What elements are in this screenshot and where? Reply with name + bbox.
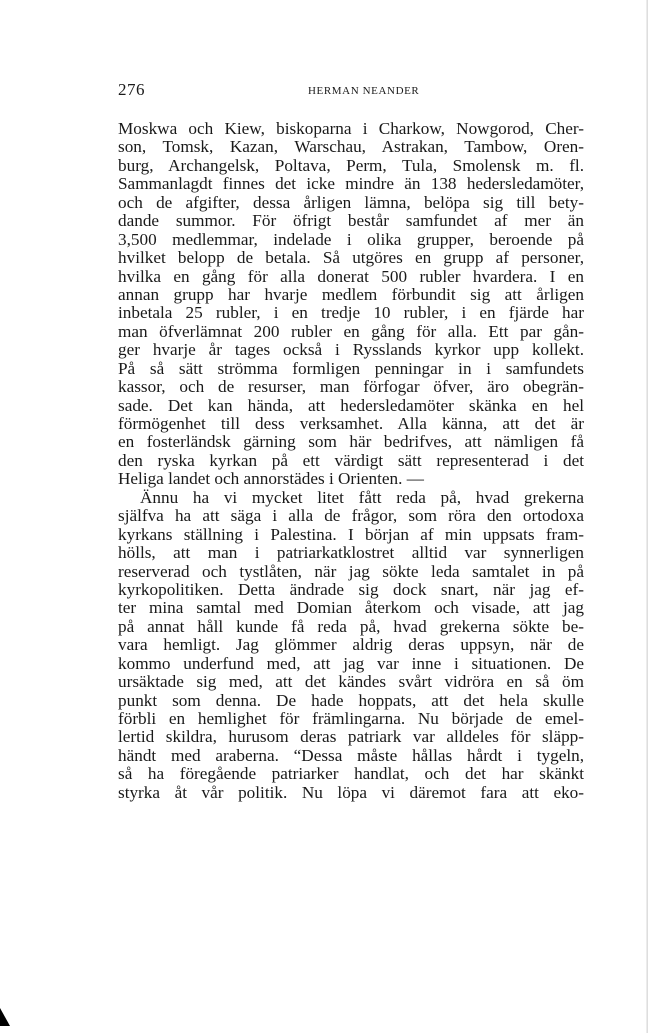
text-line: annan grupp har hvarje medlem förbundit sig att årligen <box>118 284 584 304</box>
text-line: på annat håll kunde få reda på, hvad grekerna sökte be- <box>118 616 584 636</box>
running-head: HERMAN NEANDER <box>308 85 420 97</box>
text-line: reserverad och tystlåten, när jag sökte leda samtalet in på <box>118 561 584 581</box>
text-line: 3,500 medlemmar, indelade i olika grupper, beroende på <box>118 229 584 249</box>
text-line: kommo underfund med, att jag var inne i situationen. De <box>118 653 584 673</box>
text-line: och de afgifter, dessa årligen lämna, belöpa sig till bety- <box>118 192 584 212</box>
page-header <box>118 80 584 104</box>
text-line: själfva ha att säga i alla de frågor, som röra den ortodoxa <box>118 506 584 526</box>
body-text <box>118 120 584 802</box>
text-line: styrka åt vår politik. Nu löpa vi däremot fara att eko- <box>118 782 584 802</box>
text-line: Sammanlagdt finnes det icke mindre än 138 hedersledamöter, <box>118 174 584 194</box>
text-line: sade. Det kan hända, att hedersledamöter skänka en hel <box>118 395 584 415</box>
text-line: kyrkopolitiken. Detta ändrade sig dock snart, när jag ef- <box>118 579 584 599</box>
text-line: förmögenhet till dess verksamhet. Alla känna, att det är <box>118 414 584 433</box>
text-line: vara hemligt. Jag glömmer aldrig deras uppsyn, när de <box>118 635 584 655</box>
text-line: Heliga landet och annorstädes i Orienten. — <box>118 469 424 489</box>
text-line: burg, Archangelsk, Poltava, Perm, Tula, Smolensk m. fl. <box>118 155 584 175</box>
text-line: man öfverlämnat 200 rubler en gång för alla. Ett par gån- <box>118 321 584 341</box>
text-line: hölls, att man i patriarkatklostret alltid var synnerligen <box>118 543 584 563</box>
text-line: förbli en hemlighet för främlingarna. Nu började de emel- <box>118 709 584 728</box>
text-line: lertid skildra, hurusom deras patriark var alldeles för släpp- <box>118 727 584 747</box>
text-line: den ryska kyrkan på ett värdigt sätt representerad i det <box>118 450 584 470</box>
text-line: kassor, och de resurser, man förfogar öfver, äro obegrän- <box>118 377 584 397</box>
text-line: ger hvarje år tages också i Rysslands kyrkor upp kollekt. <box>118 340 584 360</box>
text-line: kyrkans ställning i Palestina. I början af min uppsats fram- <box>118 524 584 544</box>
text-line: punkt som denna. De hade hoppats, att det hela skulle <box>118 690 584 710</box>
text-line: Moskwa och Kiew, biskoparna i Charkow, Nowgorod, Cher- <box>118 119 584 138</box>
text-line: På så sätt strömma formligen penningar in i samfundets <box>118 358 584 378</box>
page-number: 276 <box>118 80 145 99</box>
text-line: händt med araberna. “Dessa måste hållas hårdt i tygeln, <box>118 745 584 765</box>
scan-corner-mark <box>0 1008 10 1026</box>
text-line: inbetala 25 rubler, i en tredje 10 rubler, i en fjärde har <box>118 303 584 323</box>
text-line: Ännu ha vi mycket litet fått reda på, hvad grekerna <box>140 487 584 507</box>
text-line: en fosterländsk gärning som här bedrifves, att nämligen få <box>118 432 584 452</box>
text-line: hvilket belopp de betala. Så utgöres en grupp af personer, <box>118 248 584 268</box>
text-line: son, Tomsk, Kazan, Warschau, Astrakan, Tambow, Oren- <box>118 137 584 157</box>
text-line: ursäktade sig med, att det kändes svårt vidröra en så öm <box>118 672 584 692</box>
text-line: ter mina samtal med Domian återkom och visade, att jag <box>118 598 584 618</box>
text-line: så ha föregående patriarker handlat, och det har skänkt <box>118 764 584 784</box>
text-line: hvilka en gång för alla donerat 500 rubler hvardera. I en <box>118 266 584 286</box>
text-line: dande summor. För öfrigt består samfundet af mer än <box>118 211 584 231</box>
